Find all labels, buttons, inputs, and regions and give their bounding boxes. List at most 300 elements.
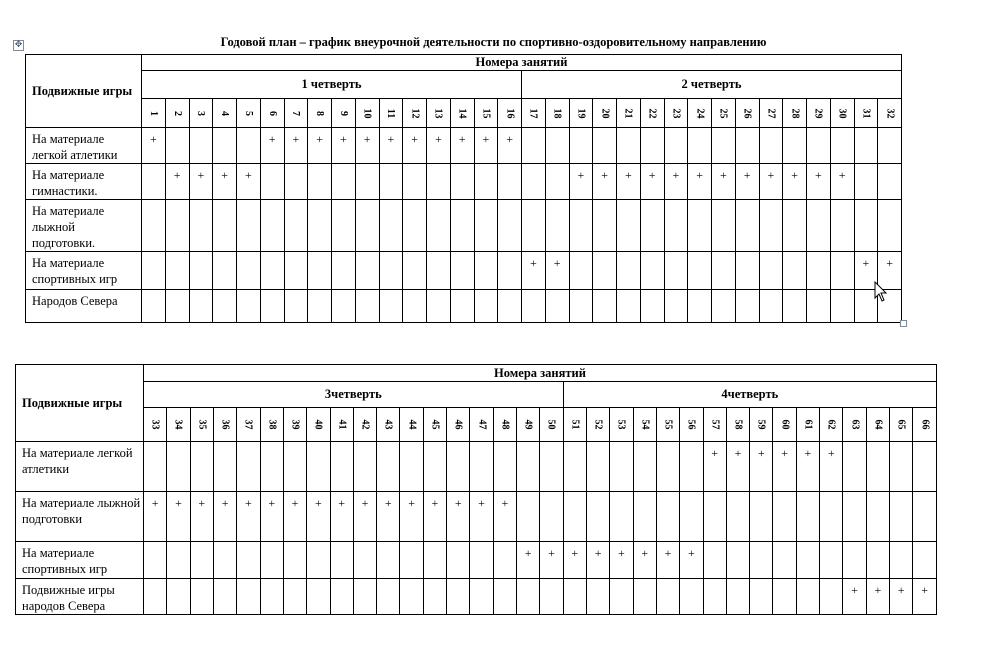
lesson-number-text: 38 — [266, 419, 278, 430]
schedule-cell: + — [610, 542, 633, 579]
schedule-cell — [593, 200, 617, 252]
lesson-number-text: 34 — [172, 419, 184, 430]
schedule-cell: + — [517, 542, 540, 579]
lesson-number-text: 53 — [615, 419, 627, 430]
schedule-cell — [142, 164, 166, 200]
lesson-number — [854, 99, 878, 128]
schedule-cell — [189, 252, 213, 290]
schedule-cell — [783, 252, 807, 290]
schedule-cell: + — [750, 442, 773, 492]
lesson-number-text: 29 — [812, 108, 824, 118]
lesson-number — [330, 408, 353, 442]
schedule-cell — [563, 579, 586, 615]
activity-label: На материале спортивных игр — [16, 542, 144, 579]
schedule-cell — [213, 128, 237, 164]
schedule-cell: + — [569, 164, 593, 200]
schedule-cell — [633, 442, 656, 492]
schedule-cell — [144, 442, 167, 492]
lesson-number — [563, 408, 586, 442]
schedule-cell: + — [447, 492, 470, 542]
lesson-number — [493, 408, 516, 442]
schedule-cell — [703, 579, 726, 615]
lesson-number — [726, 408, 749, 442]
schedule-cell — [759, 290, 783, 323]
schedule-cell — [190, 442, 213, 492]
schedule-cell — [796, 579, 819, 615]
schedule-cell — [807, 290, 831, 323]
lesson-number — [750, 408, 773, 442]
schedule-cell — [144, 542, 167, 579]
schedule-cell — [167, 542, 190, 579]
lesson-number — [213, 99, 237, 128]
lesson-number-text: 40 — [312, 419, 324, 430]
lesson-number — [586, 408, 609, 442]
schedule-cell — [260, 542, 283, 579]
schedule-cell — [890, 492, 913, 542]
schedule-cell — [783, 290, 807, 323]
schedule-cell — [423, 579, 446, 615]
schedule-cell — [569, 252, 593, 290]
lesson-number — [144, 408, 167, 442]
schedule-cell — [377, 579, 400, 615]
lesson-number-text: 20 — [599, 108, 611, 118]
lesson-number-text: 10 — [361, 108, 373, 118]
schedule-cell: + — [830, 164, 854, 200]
lesson-number-text: 1 — [147, 110, 159, 116]
schedule-cell — [569, 128, 593, 164]
schedule-cell — [450, 290, 474, 323]
schedule-cell — [165, 252, 189, 290]
schedule-cell — [330, 542, 353, 579]
lesson-number-text: 57 — [709, 419, 721, 430]
lesson-number — [260, 99, 284, 128]
schedule-cell — [712, 200, 736, 252]
schedule-cell: + — [656, 542, 679, 579]
schedule-cell — [640, 128, 664, 164]
schedule-cell: + — [913, 579, 937, 615]
schedule-cell — [447, 442, 470, 492]
schedule-cell: + — [400, 492, 423, 542]
schedule-cell: + — [403, 128, 427, 164]
schedule-cell — [213, 442, 236, 492]
schedule-cell — [664, 200, 688, 252]
quarter-header: 1 четверть — [142, 71, 522, 99]
schedule-cell: + — [237, 492, 260, 542]
schedule-cell — [307, 579, 330, 615]
lesson-number — [470, 408, 493, 442]
lesson-number — [167, 408, 190, 442]
schedule-cell: + — [308, 128, 332, 164]
schedule-cell — [283, 442, 306, 492]
schedule-cell — [189, 200, 213, 252]
schedule-cell — [522, 128, 546, 164]
schedule-cell — [332, 252, 356, 290]
lesson-number — [284, 99, 308, 128]
table-row — [16, 579, 937, 615]
lesson-number — [703, 408, 726, 442]
schedule-cell — [726, 579, 749, 615]
schedule-cell — [403, 290, 427, 323]
schedule-cell — [843, 442, 866, 492]
schedule-cell: + — [165, 164, 189, 200]
lesson-number-text: 58 — [732, 419, 744, 430]
lesson-number-text: 23 — [670, 108, 682, 118]
schedule-cell: + — [854, 252, 878, 290]
schedule-cell — [470, 542, 493, 579]
schedule-cell — [688, 200, 712, 252]
schedule-cell — [854, 200, 878, 252]
quarter-header: 2 четверть — [522, 71, 902, 99]
table-row — [26, 200, 902, 252]
schedule-cell — [470, 579, 493, 615]
lesson-number-text: 55 — [662, 419, 674, 430]
schedule-cell — [866, 442, 889, 492]
lesson-number — [688, 99, 712, 128]
schedule-cell — [237, 579, 260, 615]
schedule-cell — [617, 128, 641, 164]
lesson-number — [377, 408, 400, 442]
schedule-cell: + — [703, 442, 726, 492]
schedule-cell: + — [379, 128, 403, 164]
schedule-cell — [878, 200, 902, 252]
schedule-cell — [750, 542, 773, 579]
schedule-cell: + — [640, 164, 664, 200]
schedule-cell: + — [796, 442, 819, 492]
lesson-number-text: 6 — [266, 110, 278, 116]
lesson-number-text: 41 — [336, 419, 348, 430]
lesson-number-text: 50 — [545, 419, 557, 430]
lesson-number-text: 7 — [290, 110, 302, 116]
page-title: Годовой план – график внеурочной деятельности по спортивно-оздоровительному направлению — [220, 35, 767, 49]
schedule-cell — [308, 252, 332, 290]
lesson-number-text: 45 — [429, 419, 441, 430]
schedule-cell — [355, 200, 379, 252]
lesson-number-text: 66 — [919, 419, 931, 430]
schedule-cell: + — [237, 164, 261, 200]
schedule-cell: + — [633, 542, 656, 579]
schedule-cell: + — [586, 542, 609, 579]
schedule-cell — [260, 442, 283, 492]
lesson-number — [474, 99, 498, 128]
schedule-cell — [142, 200, 166, 252]
schedule-cell: + — [213, 492, 236, 542]
schedule-cell — [308, 290, 332, 323]
lesson-number-text: 17 — [527, 108, 539, 118]
schedule-cell — [447, 542, 470, 579]
schedule-cell — [517, 579, 540, 615]
schedule-cell: + — [355, 128, 379, 164]
schedule-cell — [237, 290, 261, 323]
schedule-cell — [820, 579, 843, 615]
schedule-cell — [493, 542, 516, 579]
schedule-cell — [450, 200, 474, 252]
schedule-cell — [735, 200, 759, 252]
lesson-number-text: 63 — [849, 419, 861, 430]
lesson-number — [569, 99, 593, 128]
schedule-cell — [379, 164, 403, 200]
schedule-cell — [144, 579, 167, 615]
schedule-cell — [332, 164, 356, 200]
schedule-cell — [427, 200, 451, 252]
schedule-cell — [545, 128, 569, 164]
schedule-cell — [712, 128, 736, 164]
schedule-cell — [377, 442, 400, 492]
schedule-cell — [569, 290, 593, 323]
lesson-number-text: 5 — [242, 110, 254, 116]
lesson-number-text: 52 — [592, 419, 604, 430]
schedule-cell — [563, 492, 586, 542]
schedule-cell — [379, 290, 403, 323]
lesson-number-text: 14 — [456, 108, 468, 118]
lesson-number-text: 39 — [289, 419, 301, 430]
schedule-cell — [260, 290, 284, 323]
schedule-cell — [633, 492, 656, 542]
table-move-handle-icon[interactable]: ✥ — [14, 40, 23, 50]
schedule-cell — [284, 252, 308, 290]
schedule-cell — [878, 128, 902, 164]
schedule-cell: + — [284, 128, 308, 164]
activity-label: На материале легкой атлетики — [26, 128, 142, 164]
table-row — [16, 442, 937, 492]
lesson-number-text: 2 — [171, 110, 183, 116]
lesson-number — [545, 99, 569, 128]
schedule-cell — [403, 252, 427, 290]
lesson-number — [237, 99, 261, 128]
schedule-cell: + — [735, 164, 759, 200]
lesson-number — [142, 99, 166, 128]
table-row — [16, 492, 937, 542]
schedule-cell — [759, 128, 783, 164]
lesson-number — [664, 99, 688, 128]
schedule-cell — [450, 252, 474, 290]
corner-header: Подвижные игры — [26, 55, 142, 128]
schedule-cell — [260, 164, 284, 200]
lesson-number-text: 26 — [741, 108, 753, 118]
lesson-number-text: 9 — [337, 110, 349, 116]
schedule-cell — [640, 252, 664, 290]
schedule-cell — [332, 290, 356, 323]
lesson-number-text: 21 — [622, 108, 634, 118]
schedule-cell — [783, 128, 807, 164]
schedule-cell — [593, 290, 617, 323]
schedule-cell: + — [545, 252, 569, 290]
table-row — [26, 290, 902, 323]
schedule-cell — [427, 252, 451, 290]
schedule-cell — [403, 200, 427, 252]
schedule-cell — [680, 492, 703, 542]
lesson-number — [260, 408, 283, 442]
activity-label: На материале лыжной подготовки. — [26, 200, 142, 252]
schedule-cell: + — [688, 164, 712, 200]
lesson-number-text: 27 — [765, 108, 777, 118]
lesson-number-text: 59 — [755, 419, 767, 430]
schedule-cell: + — [353, 492, 376, 542]
schedule-cell — [617, 200, 641, 252]
schedule-cell — [517, 492, 540, 542]
schedule-cell — [640, 290, 664, 323]
lesson-number-text: 28 — [789, 108, 801, 118]
schedule-cell: + — [498, 128, 522, 164]
schedule-cell — [237, 542, 260, 579]
lesson-number-text: 62 — [825, 419, 837, 430]
schedule-cell — [165, 128, 189, 164]
lesson-number — [617, 99, 641, 128]
lesson-number-text: 32 — [884, 108, 896, 118]
schedule-cell — [353, 542, 376, 579]
schedule-cell — [726, 492, 749, 542]
schedule-cell — [498, 252, 522, 290]
quarter-header: 4четверть — [563, 382, 936, 408]
schedule-cell — [400, 542, 423, 579]
schedule-cell — [474, 200, 498, 252]
lesson-number-text: 13 — [432, 108, 444, 118]
schedule-cell: + — [807, 164, 831, 200]
schedule-cell — [703, 542, 726, 579]
schedule-cell — [854, 164, 878, 200]
lesson-number-text: 51 — [569, 419, 581, 430]
schedule-cell — [633, 579, 656, 615]
lesson-number — [400, 408, 423, 442]
lesson-number-text: 33 — [149, 419, 161, 430]
schedule-cell — [403, 164, 427, 200]
lesson-number-text: 3 — [195, 110, 207, 116]
lesson-number-text: 43 — [382, 419, 394, 430]
schedule-cell — [427, 290, 451, 323]
lesson-number-text: 18 — [551, 108, 563, 118]
schedule-cell — [854, 128, 878, 164]
lesson-number — [355, 99, 379, 128]
table-row — [26, 252, 902, 290]
schedule-cell: + — [522, 252, 546, 290]
schedule-cell — [284, 290, 308, 323]
schedule-cell — [190, 542, 213, 579]
lesson-number — [890, 408, 913, 442]
schedule-cell: + — [712, 164, 736, 200]
schedule-cell — [830, 128, 854, 164]
activity-label: На материале спортивных игр — [26, 252, 142, 290]
schedule-cell — [474, 290, 498, 323]
lesson-number-text: 4 — [219, 110, 231, 116]
schedule-cell — [688, 252, 712, 290]
schedule-cell: + — [493, 492, 516, 542]
lesson-number — [283, 408, 306, 442]
activity-label: На материале легкой атлетики — [16, 442, 144, 492]
schedule-cell — [450, 164, 474, 200]
schedule-cell — [820, 542, 843, 579]
schedule-cell: + — [427, 128, 451, 164]
schedule-cell — [213, 200, 237, 252]
schedule-cell — [664, 128, 688, 164]
lesson-number — [830, 99, 854, 128]
schedule-cell — [890, 542, 913, 579]
activity-label: Подвижные игры народов Севера — [16, 579, 144, 615]
schedule-cell — [807, 200, 831, 252]
schedule-cell — [726, 542, 749, 579]
lesson-number — [307, 408, 330, 442]
lesson-number — [593, 99, 617, 128]
schedule-cell — [307, 542, 330, 579]
table-row — [26, 128, 902, 164]
schedule-cell — [586, 492, 609, 542]
schedule-cell — [213, 252, 237, 290]
schedule-cell — [807, 128, 831, 164]
schedule-cell — [142, 252, 166, 290]
lesson-number-text: 31 — [860, 108, 872, 118]
schedule-cell: + — [213, 164, 237, 200]
schedule-cell: + — [540, 542, 563, 579]
lesson-number — [450, 99, 474, 128]
schedule-cell — [423, 542, 446, 579]
schedule-cell — [522, 164, 546, 200]
lesson-number-text: 24 — [694, 108, 706, 118]
lesson-number-text: 8 — [314, 110, 326, 116]
schedule-cell — [866, 542, 889, 579]
schedule-cell: + — [260, 492, 283, 542]
lesson-number — [498, 99, 522, 128]
schedule-cell — [586, 442, 609, 492]
schedule-cell — [260, 252, 284, 290]
schedule-cell — [517, 442, 540, 492]
lesson-number-text: 36 — [219, 419, 231, 430]
schedule-cell: + — [866, 579, 889, 615]
schedule-cell — [213, 290, 237, 323]
schedule-cell — [493, 442, 516, 492]
lesson-number-text: 49 — [522, 419, 534, 430]
schedule-cell — [712, 290, 736, 323]
lesson-number-text: 60 — [779, 419, 791, 430]
schedule-cell — [237, 252, 261, 290]
schedule-cell: + — [474, 128, 498, 164]
schedule-cell — [522, 200, 546, 252]
schedule-cell — [680, 442, 703, 492]
schedule-cell — [866, 492, 889, 542]
plan-table-1 — [25, 54, 902, 323]
schedule-cell — [796, 492, 819, 542]
schedule-cell — [283, 542, 306, 579]
schedule-cell — [447, 579, 470, 615]
lesson-number — [213, 408, 236, 442]
lesson-number — [423, 408, 446, 442]
schedule-cell: + — [783, 164, 807, 200]
schedule-cell — [540, 579, 563, 615]
schedule-cell — [610, 492, 633, 542]
schedule-cell — [830, 290, 854, 323]
lesson-number — [332, 99, 356, 128]
table-resize-handle[interactable] — [900, 320, 907, 327]
schedule-cell — [773, 492, 796, 542]
schedule-cell — [656, 579, 679, 615]
schedule-cell — [735, 290, 759, 323]
schedule-cell — [712, 252, 736, 290]
schedule-cell — [142, 290, 166, 323]
quarter-header: 3четверть — [144, 382, 564, 408]
schedule-cell: + — [450, 128, 474, 164]
schedule-cell — [498, 164, 522, 200]
lesson-number — [522, 99, 546, 128]
schedule-cell: + — [843, 579, 866, 615]
schedule-cell — [563, 442, 586, 492]
schedule-cell — [353, 579, 376, 615]
schedule-cell — [680, 579, 703, 615]
lesson-numbers-header: Номера занятий — [144, 365, 937, 382]
schedule-cell: + — [878, 252, 902, 290]
schedule-cell — [688, 290, 712, 323]
lesson-number-text: 15 — [480, 108, 492, 118]
lesson-number-text: 56 — [685, 419, 697, 430]
schedule-cell — [545, 200, 569, 252]
schedule-cell — [427, 164, 451, 200]
schedule-cell — [735, 252, 759, 290]
